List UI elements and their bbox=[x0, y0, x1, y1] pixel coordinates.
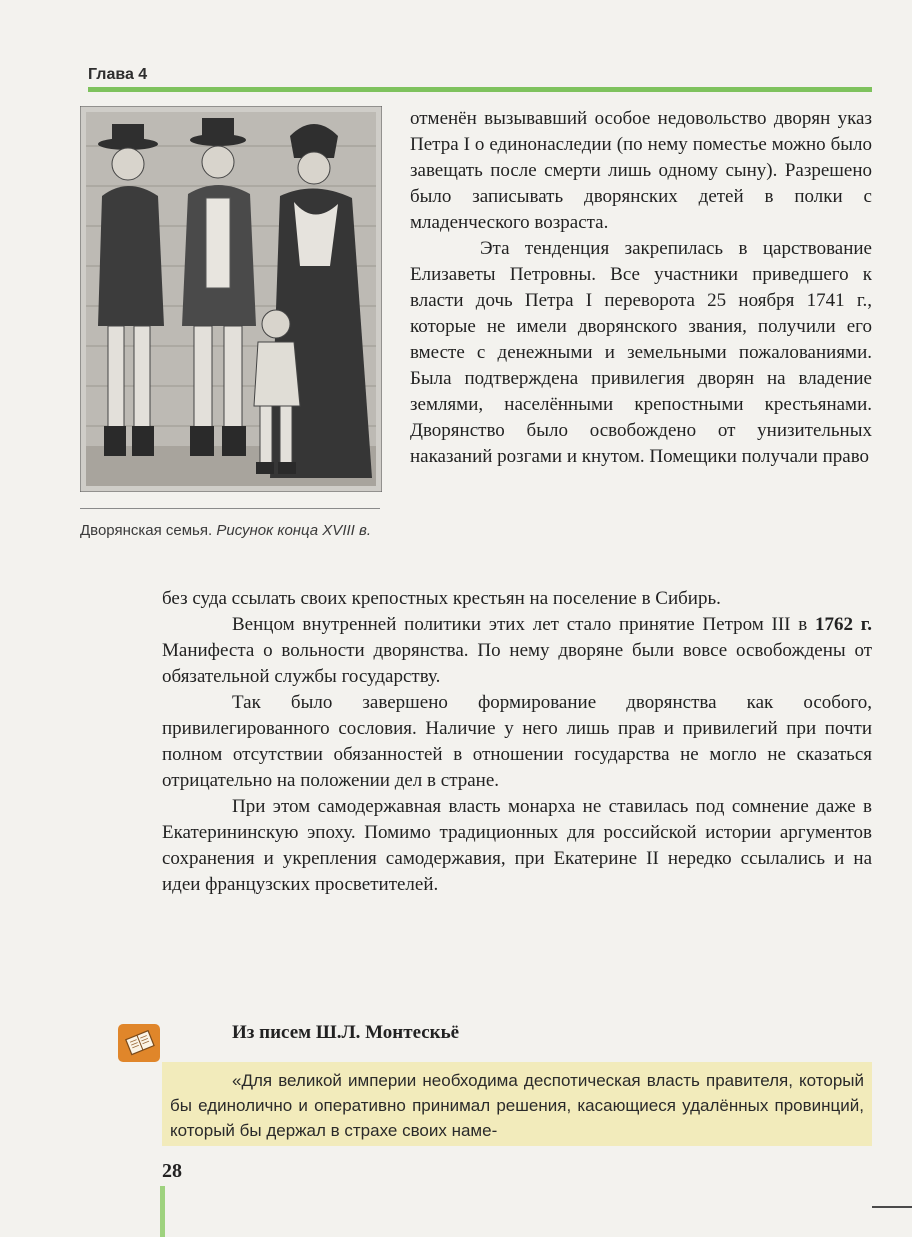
paragraph-3-start: Венцом внутренней политики этих лет стало принятие Петром III в bbox=[232, 614, 815, 635]
header-rule bbox=[88, 87, 872, 92]
caption-rule bbox=[80, 508, 380, 509]
text-column bbox=[410, 106, 872, 470]
margin-bar bbox=[160, 1186, 165, 1237]
paragraph-5: При этом самодержавная власть монарха не ставилась под сомнение даже в Екатерининскую эпоху. Помимо традиционных для российской истории аргументов сохранения и укрепления самодержавия, при Екатерине II нередко ссылались и на идеи французских просветителей. bbox=[162, 796, 872, 895]
caption-italic: Рисунок конца XVIII в. bbox=[216, 522, 371, 539]
manifesto-year: 1762 г. bbox=[815, 614, 872, 635]
corner-line bbox=[872, 1206, 912, 1208]
paragraph-2-continued: без суда ссылать своих крепостных крестьян на поселение в Сибирь. bbox=[162, 588, 721, 609]
chapter-title: Глава 4 bbox=[88, 66, 148, 83]
paragraph-1: отменён вызывавший особое недовольство дворян указ Петра I о единонаследии (по нему поместье можно было завещать после смерти лишь одному сыну). Разрешено было записывать дворянских детей в полки с младенческого возраста. bbox=[410, 108, 872, 233]
family-illustration bbox=[80, 106, 382, 492]
engraving-image bbox=[80, 106, 382, 492]
quote-text: «Для великой империи необходима деспотическая власть правителя, который бы единолично и оперативно принимал решения, касающиеся удалённых провинций, который бы держал в страхе своих наме- bbox=[170, 1071, 864, 1140]
paragraph-3 bbox=[162, 612, 872, 690]
quote-box bbox=[162, 1062, 872, 1146]
page-number: 28 bbox=[162, 1160, 182, 1182]
paragraph-4: Так было завершено формирование дворянства как особого, привилегированного сословия. Наличие у него лишь прав и привилегий при почти полном отсутствии обязанностей в отношении государства не могло не сказаться отрицательно на положении дел в стране. bbox=[162, 692, 872, 791]
book-icon bbox=[118, 1024, 160, 1062]
figure-caption bbox=[80, 520, 390, 542]
page-header bbox=[88, 62, 872, 92]
caption-main: Дворянская семья. bbox=[80, 522, 217, 539]
paragraph-3-end: Манифеста о вольности дворянства. По нему дворяне были вовсе освобождены от обязательной службы государству. bbox=[162, 640, 872, 687]
section-title: Из писем Ш.Л. Монтескьё bbox=[232, 1022, 460, 1043]
paragraph-2: Эта тенденция закрепилась в царствование Елизаветы Петровны. Все участники приведшего к власти дочь Петра I переворота 25 ноября 1741 г., которые не имели дворянского звания, получили его вместе с денежными и земельными пожалованиями. Была подтверждена привилегия дворян на владение землями, населёнными крепостными крестьянами. Дворянство было освобождено от унизительных наказаний розгами и кнутом. Помещики получали право bbox=[410, 238, 872, 467]
text-body bbox=[162, 586, 872, 898]
